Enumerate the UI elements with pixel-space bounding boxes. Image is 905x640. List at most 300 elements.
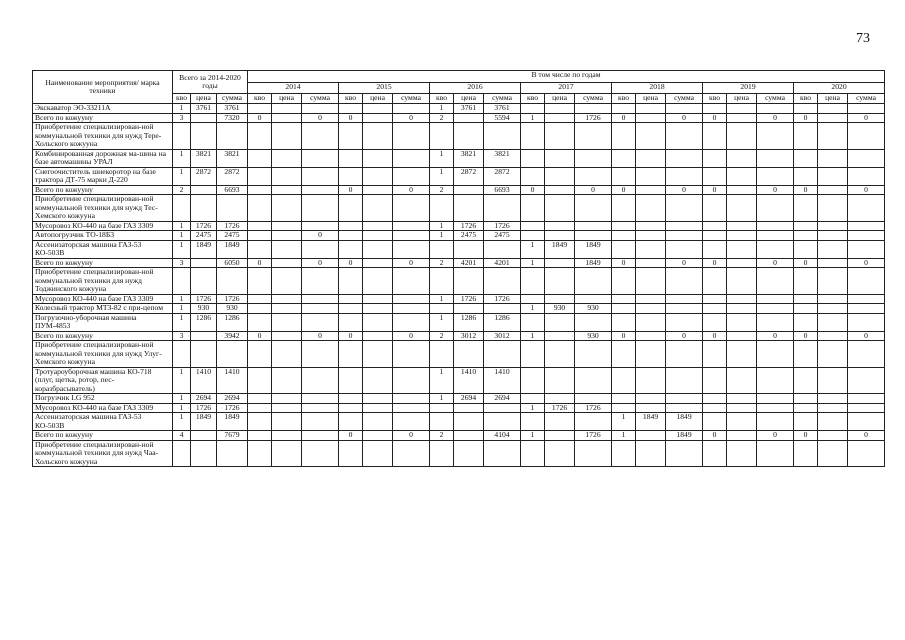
table-cell [484, 341, 521, 368]
table-cell: 3012 [484, 331, 521, 341]
table-cell: 3012 [454, 331, 484, 341]
table-cell [339, 304, 363, 314]
table-cell: 2 [430, 431, 454, 441]
table-cell [248, 431, 272, 441]
table-cell [302, 413, 339, 431]
table-cell: 3761 [454, 104, 484, 114]
table-cell [302, 104, 339, 114]
table-cell [363, 195, 393, 222]
table-cell [636, 167, 666, 185]
table-cell [666, 294, 703, 304]
sub-header: кво [248, 94, 272, 104]
table-cell [191, 113, 217, 123]
total-row [33, 331, 885, 341]
table-cell: 1849 [217, 240, 248, 258]
table-cell: 0 [339, 331, 363, 341]
table-cell: 3761 [217, 104, 248, 114]
table-cell [818, 195, 848, 222]
table-cell [363, 123, 393, 150]
table-cell [703, 104, 727, 114]
section-row [33, 195, 885, 222]
sub-header: сумма [666, 94, 703, 104]
table-cell [757, 440, 794, 467]
table-cell: 1286 [191, 313, 217, 331]
table-cell [363, 403, 393, 413]
table-cell [575, 440, 612, 467]
table-cell: 1 [173, 304, 191, 314]
row-label: Всего по кожууну [33, 258, 173, 268]
table-cell [703, 268, 727, 295]
table-cell [818, 231, 848, 241]
table-cell [191, 331, 217, 341]
table-cell [818, 258, 848, 268]
name-column-header: Наименование мероприятия/ марка техники [33, 71, 173, 104]
table-cell [363, 268, 393, 295]
table-cell: 1849 [666, 431, 703, 441]
table-cell [848, 231, 885, 241]
row-label: Приобретение специализирован-ной коммунальной техники для нужд Тес-Хемского кожууна [33, 195, 173, 222]
table-cell [848, 413, 885, 431]
table-cell [191, 440, 217, 467]
table-cell [727, 195, 757, 222]
table-cell [272, 304, 302, 314]
table-cell: 1286 [217, 313, 248, 331]
table-cell [191, 431, 217, 441]
table-cell: 0 [757, 185, 794, 195]
table-cell [818, 431, 848, 441]
year-header: 2018 [612, 83, 703, 94]
table-cell: 2 [430, 331, 454, 341]
table-cell [727, 113, 757, 123]
table-cell [757, 313, 794, 331]
table-cell: 0 [248, 113, 272, 123]
table-cell: 0 [339, 185, 363, 195]
sub-header: кво [703, 94, 727, 104]
table-cell [636, 104, 666, 114]
table-cell [430, 341, 454, 368]
table-cell: 1 [173, 313, 191, 331]
table-cell [666, 403, 703, 413]
row-label: Всего по кожууну [33, 185, 173, 195]
table-cell [430, 413, 454, 431]
table-cell [636, 123, 666, 150]
table-cell [818, 413, 848, 431]
table-cell [818, 123, 848, 150]
table-cell [393, 341, 430, 368]
table-cell [575, 367, 612, 394]
table-cell: 1849 [636, 413, 666, 431]
table-cell: 1 [521, 258, 545, 268]
table-cell: 1 [173, 149, 191, 167]
table-cell [666, 268, 703, 295]
row-label: Погрузчик LG 952 [33, 394, 173, 404]
table-cell [363, 413, 393, 431]
table-cell [612, 167, 636, 185]
table-cell [757, 231, 794, 241]
table-cell [339, 367, 363, 394]
table-cell [393, 240, 430, 258]
table-cell: 1 [521, 331, 545, 341]
table-cell [636, 195, 666, 222]
table-cell [248, 185, 272, 195]
table-cell: 4201 [484, 258, 521, 268]
table-cell [636, 394, 666, 404]
table-cell: 2475 [484, 231, 521, 241]
table-cell [612, 240, 636, 258]
table-cell [666, 367, 703, 394]
table-cell [272, 413, 302, 431]
table-cell [272, 167, 302, 185]
table-cell [272, 313, 302, 331]
table-cell [248, 313, 272, 331]
table-cell [272, 185, 302, 195]
table-cell [454, 304, 484, 314]
table-cell [666, 221, 703, 231]
table-cell: 1 [430, 313, 454, 331]
table-cell [545, 195, 575, 222]
table-cell [545, 123, 575, 150]
table-cell [818, 313, 848, 331]
table-cell [666, 231, 703, 241]
table-cell [393, 123, 430, 150]
table-cell [302, 440, 339, 467]
table-cell [612, 231, 636, 241]
table-cell: 2 [430, 185, 454, 195]
table-cell [727, 331, 757, 341]
table-cell [272, 331, 302, 341]
table-cell: 0 [302, 231, 339, 241]
table-cell: 2 [430, 113, 454, 123]
table-cell [666, 313, 703, 331]
table-cell [727, 258, 757, 268]
table-cell [363, 304, 393, 314]
table-cell [612, 104, 636, 114]
year-header: 2014 [248, 83, 339, 94]
table-cell [484, 403, 521, 413]
row-label: Мусоровоз КО-440 на базе ГАЗ 3309 [33, 403, 173, 413]
table-cell [272, 195, 302, 222]
table-cell [248, 221, 272, 231]
table-cell [794, 231, 818, 241]
table-cell: 1726 [575, 403, 612, 413]
table-cell: 1410 [191, 367, 217, 394]
table-cell [636, 294, 666, 304]
table-cell [757, 413, 794, 431]
table-cell [272, 258, 302, 268]
table-cell [363, 104, 393, 114]
table-cell [339, 294, 363, 304]
table-cell [757, 367, 794, 394]
table-cell: 0 [248, 331, 272, 341]
table-cell [794, 149, 818, 167]
table-cell [794, 240, 818, 258]
table-cell [191, 341, 217, 368]
table-cell [272, 367, 302, 394]
table-cell [454, 113, 484, 123]
table-cell: 2872 [454, 167, 484, 185]
table-cell [794, 104, 818, 114]
table-cell [393, 313, 430, 331]
table-cell: 1410 [217, 367, 248, 394]
table-cell [248, 104, 272, 114]
table-row [33, 304, 885, 314]
table-cell: 0 [794, 185, 818, 195]
table-cell [173, 123, 191, 150]
table-cell [545, 231, 575, 241]
table-cell: 3 [173, 113, 191, 123]
table-cell: 0 [612, 331, 636, 341]
table-cell [454, 403, 484, 413]
table-row [33, 403, 885, 413]
table-cell [484, 304, 521, 314]
table-cell [393, 413, 430, 431]
table-cell: 2872 [217, 167, 248, 185]
table-cell [272, 221, 302, 231]
table-cell [727, 394, 757, 404]
table-cell [848, 167, 885, 185]
table-cell [484, 268, 521, 295]
table-cell [248, 294, 272, 304]
table-cell: 1726 [217, 294, 248, 304]
table-cell [393, 149, 430, 167]
table-cell [272, 113, 302, 123]
table-cell: 1 [173, 231, 191, 241]
table-cell [521, 294, 545, 304]
table-cell [636, 331, 666, 341]
table-cell [848, 240, 885, 258]
table-cell: 7679 [217, 431, 248, 441]
table-cell: 1849 [191, 240, 217, 258]
table-cell: 0 [393, 331, 430, 341]
table-cell [272, 431, 302, 441]
table-cell [339, 167, 363, 185]
section-row [33, 268, 885, 295]
table-cell [818, 331, 848, 341]
table-cell: 1410 [454, 367, 484, 394]
table-row [33, 167, 885, 185]
table-cell: 1 [521, 113, 545, 123]
table-cell [818, 440, 848, 467]
table-cell [818, 304, 848, 314]
table-cell [848, 341, 885, 368]
table-cell [757, 268, 794, 295]
table-cell [612, 195, 636, 222]
table-cell: 7320 [217, 113, 248, 123]
table-cell: 1410 [484, 367, 521, 394]
table-cell: 6050 [217, 258, 248, 268]
table-cell: 2872 [484, 167, 521, 185]
table-cell [575, 231, 612, 241]
table-cell [339, 240, 363, 258]
table-cell: 1726 [484, 294, 521, 304]
table-cell [727, 440, 757, 467]
table-cell [818, 104, 848, 114]
row-label: Приобретение специализирован-ной коммунальной техники для нужд Улуг-Хемского кожууна [33, 341, 173, 368]
table-cell: 1 [430, 231, 454, 241]
table-cell [521, 149, 545, 167]
table-row [33, 104, 885, 114]
table-cell [248, 123, 272, 150]
table-cell [363, 294, 393, 304]
table-cell [612, 440, 636, 467]
table-cell: 0 [757, 258, 794, 268]
row-label: Приобретение специализирован-ной коммунальной техники для нужд Тере-Хольского кожууна [33, 123, 173, 150]
total-row [33, 185, 885, 195]
row-label: Мусоровоз КО-440 на базе ГАЗ 3309 [33, 294, 173, 304]
table-cell: 0 [521, 185, 545, 195]
table-cell [794, 403, 818, 413]
row-label: Погрузочно-уборочная машина ПУМ-4853 [33, 313, 173, 331]
table-cell [363, 313, 393, 331]
table-cell [666, 195, 703, 222]
table-cell [393, 367, 430, 394]
table-cell [848, 367, 885, 394]
table-cell [848, 304, 885, 314]
table-cell [302, 313, 339, 331]
row-label: Ассенизаторская машина ГАЗ-53 КО-503В [33, 240, 173, 258]
table-cell [430, 403, 454, 413]
table-row [33, 394, 885, 404]
table-row [33, 367, 885, 394]
table-cell: 0 [393, 113, 430, 123]
table-cell: 6693 [484, 185, 521, 195]
table-cell [703, 167, 727, 185]
table-cell: 1726 [484, 221, 521, 231]
table-cell [363, 240, 393, 258]
table-cell [636, 403, 666, 413]
row-label: Ассенизаторская машина ГАЗ-53 КО-503В [33, 413, 173, 431]
table-cell [454, 240, 484, 258]
table-cell [302, 394, 339, 404]
table-cell [636, 304, 666, 314]
table-cell [666, 394, 703, 404]
sub-header: сумма [393, 94, 430, 104]
table-cell [612, 313, 636, 331]
table-cell [848, 104, 885, 114]
row-label: Автопогрузчик ТО-18Б3 [33, 231, 173, 241]
table-cell [545, 149, 575, 167]
table-cell [727, 304, 757, 314]
sub-header: цена [454, 94, 484, 104]
table-cell [339, 104, 363, 114]
table-cell [272, 231, 302, 241]
table-cell: 0 [703, 113, 727, 123]
table-cell [757, 240, 794, 258]
row-label: Всего по кожууну [33, 331, 173, 341]
table-cell [454, 440, 484, 467]
table-cell [703, 440, 727, 467]
table-cell [363, 231, 393, 241]
table-cell [545, 294, 575, 304]
table-cell: 4104 [484, 431, 521, 441]
table-cell [757, 403, 794, 413]
table-cell [636, 149, 666, 167]
table-cell [521, 341, 545, 368]
table-cell [848, 440, 885, 467]
table-cell [393, 221, 430, 231]
table-cell: 1 [173, 240, 191, 258]
row-label: Мусоровоз КО-440 на базе ГАЗ 3309 [33, 221, 173, 231]
table-cell: 1726 [217, 221, 248, 231]
table-cell: 0 [302, 113, 339, 123]
table-cell [363, 149, 393, 167]
table-cell [302, 341, 339, 368]
table-cell: 6693 [217, 185, 248, 195]
table-cell [545, 440, 575, 467]
table-row [33, 313, 885, 331]
table-cell [545, 367, 575, 394]
table-row [33, 240, 885, 258]
table-cell [757, 304, 794, 314]
table-row [33, 413, 885, 431]
table-cell [545, 394, 575, 404]
table-cell [636, 185, 666, 195]
table-cell [818, 367, 848, 394]
table-cell [248, 240, 272, 258]
table-cell: 3821 [217, 149, 248, 167]
table-cell [727, 167, 757, 185]
table-cell: 1 [521, 240, 545, 258]
table-cell [484, 195, 521, 222]
table-cell [430, 304, 454, 314]
table-cell [703, 367, 727, 394]
table-cell [636, 221, 666, 231]
table-cell: 1 [173, 221, 191, 231]
table-cell: 2 [430, 258, 454, 268]
table-cell [818, 113, 848, 123]
table-cell [521, 394, 545, 404]
row-label: Снегоочиститель шнекоротор на базе трактора ДТ-75 марки Д-220 [33, 167, 173, 185]
sub-header: сумма [575, 94, 612, 104]
table-cell [575, 294, 612, 304]
table-cell [302, 221, 339, 231]
table-cell [818, 268, 848, 295]
sub-header: сумма [757, 94, 794, 104]
table-cell: 0 [339, 258, 363, 268]
table-cell: 1849 [575, 240, 612, 258]
table-cell [302, 431, 339, 441]
table-cell [794, 294, 818, 304]
table-cell [521, 268, 545, 295]
table-cell [848, 294, 885, 304]
sub-header: цена [545, 94, 575, 104]
table-cell: 0 [703, 258, 727, 268]
sub-header: цена [818, 94, 848, 104]
table-cell [636, 113, 666, 123]
table-cell [272, 268, 302, 295]
table-cell [339, 231, 363, 241]
table-cell [818, 185, 848, 195]
sub-header: кво [521, 94, 545, 104]
by-years-header: В том числе по годам [248, 71, 885, 83]
table-cell [727, 185, 757, 195]
table-cell [521, 104, 545, 114]
table-cell [575, 268, 612, 295]
table-cell [248, 394, 272, 404]
table-cell: 2475 [217, 231, 248, 241]
table-cell [575, 313, 612, 331]
table-cell [521, 167, 545, 185]
year-header: 2020 [794, 83, 885, 94]
table-cell [794, 341, 818, 368]
sub-header: кво [430, 94, 454, 104]
table-cell [727, 294, 757, 304]
table-cell [454, 413, 484, 431]
table-cell: 1 [173, 403, 191, 413]
table-cell [393, 268, 430, 295]
table-cell [545, 104, 575, 114]
table-cell [818, 294, 848, 304]
